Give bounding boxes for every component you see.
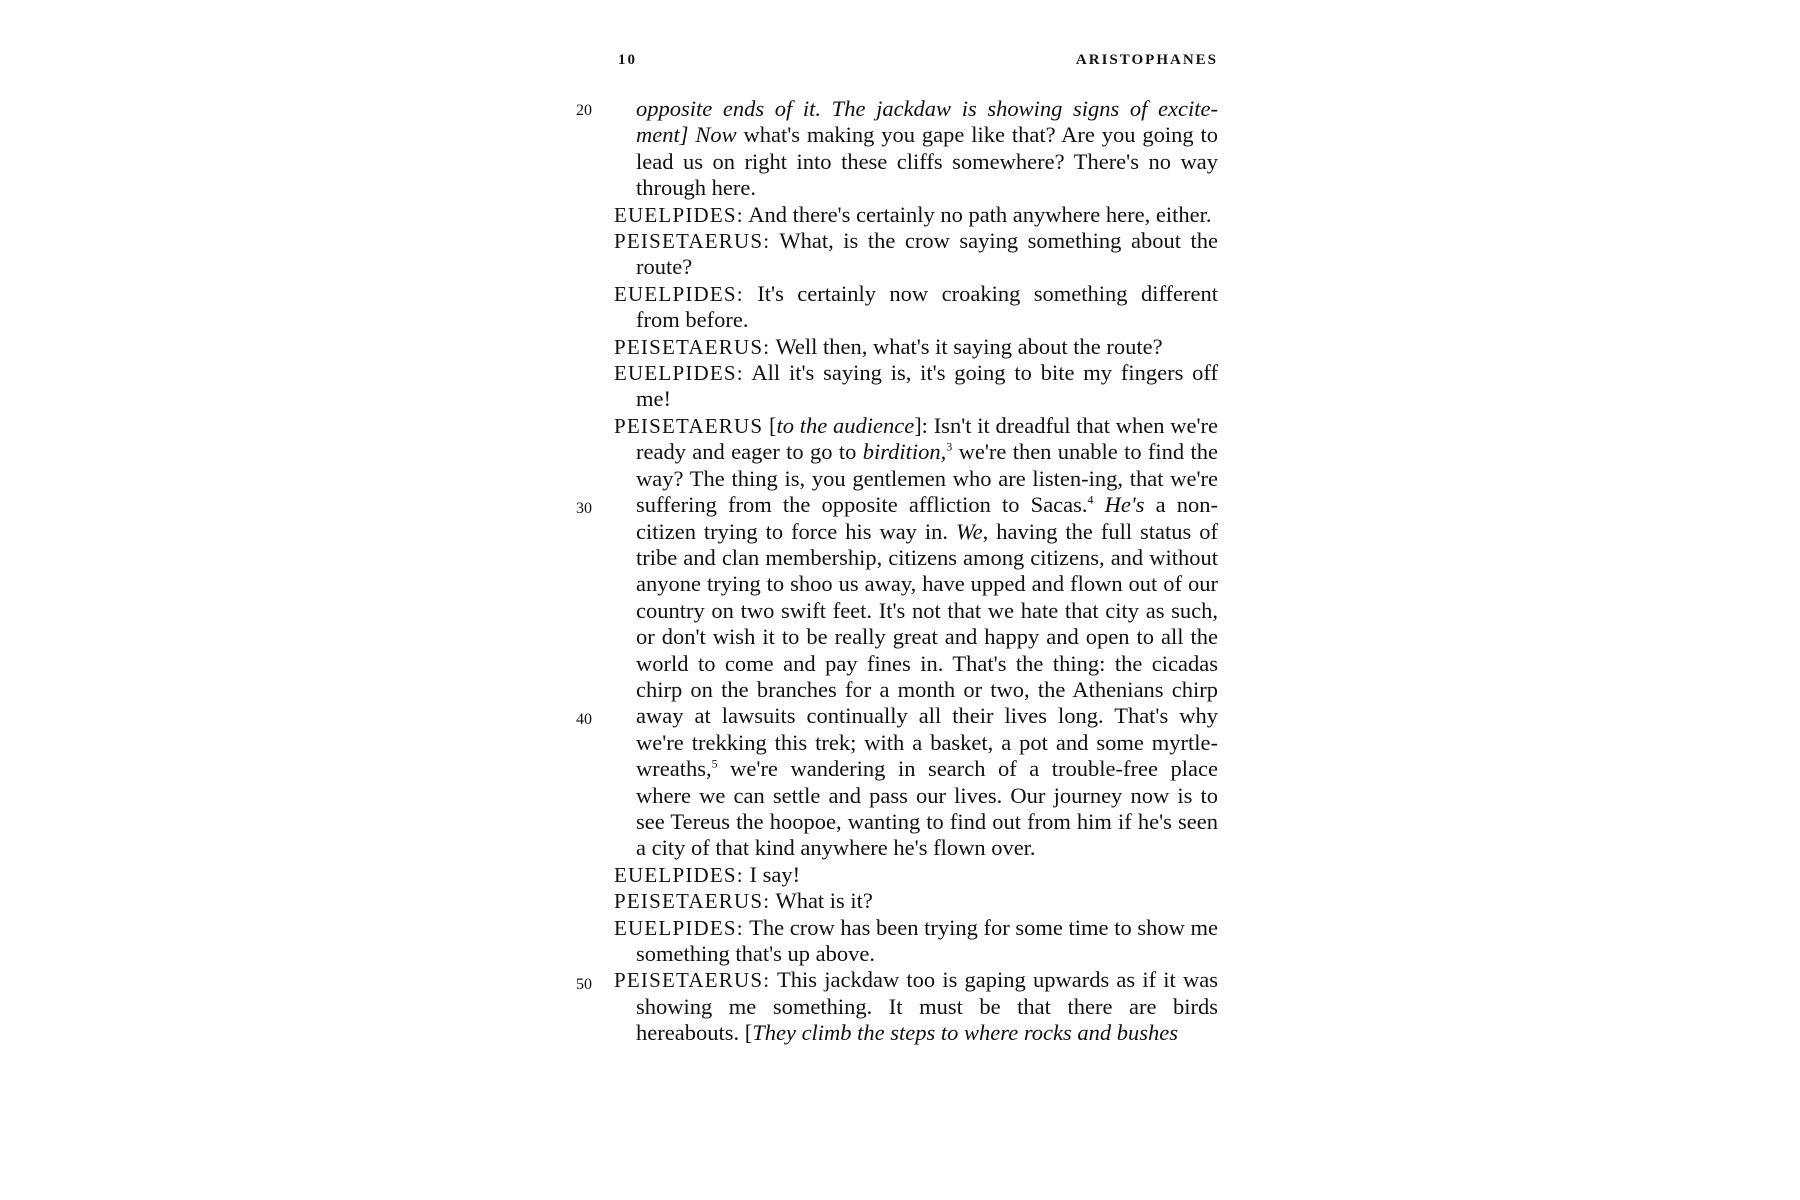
speech-text: What, is the crow saying something about the route? — [636, 228, 1218, 280]
speech-euelpides — [614, 915, 1218, 968]
speech-text: This jackdaw too is gaping upwards as if it was showing me something. It must be that there are birds hereabouts. [ — [636, 967, 1218, 1046]
line-number-40: 40 — [576, 711, 592, 728]
footnote-ref-4: 4 — [1087, 492, 1094, 507]
footnote-ref-5: 5 — [711, 756, 718, 771]
speech-text: The crow has been trying for some time to show me something that's up above. — [636, 914, 1218, 966]
running-head-author: ARISTOPHANES — [1075, 52, 1218, 68]
speech-text: , having the full status of tribe and clan membership, citizens among citizens, and without anyone trying to shoo us away, have upped and flown out of our country on two swift feet. It's not that we hate that city as such, or don't wish it to be really great and happy and open to all the world to come and pay fines in. That's the thing: the cicadas chirp on the branches for a month or two, the Athenians chirp away at lawsuits continually all their lives long. That's why we're trekking this trek; with a basket, a pot and some myrtle-wreaths, — [636, 518, 1218, 782]
speaker-name: EUELPIDES: — [614, 202, 744, 227]
speaker-name: PEISETAERUS — [614, 413, 764, 438]
speaker-name: PEISETAERUS: — [614, 229, 771, 254]
emphasis-we: We — [955, 518, 983, 544]
speech-text: It's certainly now croaking something different from before. — [636, 280, 1218, 333]
play-text — [614, 96, 1218, 1047]
speech-euelpides — [614, 281, 1218, 334]
speech-text: All it's saying is, it's going to bite my fingers off me! — [636, 360, 1218, 412]
speaker-name: PEISETAERUS: — [614, 968, 771, 993]
stage-direction: opposite ends of it. The jackdaw is showing signs of excite-ment] — [636, 96, 1218, 148]
speaker-name: EUELPIDES: — [614, 361, 744, 386]
speaker-name: EUELPIDES: — [614, 862, 744, 887]
speech-text: And there's certainly no path anywhere here, either. — [743, 201, 1212, 227]
line-number-50: 50 — [576, 976, 592, 993]
speech-text: What is it? — [770, 888, 873, 914]
page-number: 10 — [618, 52, 637, 68]
line-number-20: 20 — [576, 102, 592, 119]
speech-text: we're wandering in search of a trouble-free place where we can settle and pass our lives. Our journey now is to see Tereus the hoopoe, wanting to find out from him if he's seen a city of that kind anywhere he's flown over. — [636, 756, 1218, 861]
speech-peisetaerus — [614, 888, 1218, 914]
speech-peisetaerus-long — [614, 413, 1218, 862]
emphasis-birdition: birdition, — [862, 439, 947, 465]
line-number-30: 30 — [576, 500, 592, 517]
speaker-name: EUELPIDES: — [614, 915, 744, 940]
stage-direction: to the audience — [776, 412, 915, 438]
speech-text: a non-citizen trying to force his way in. — [636, 492, 1218, 544]
speaker-name: PEISETAERUS: — [614, 334, 771, 359]
speech-peisetaerus — [614, 334, 1218, 360]
speaker-name: EUELPIDES: — [614, 281, 744, 306]
speech-euelpides — [614, 862, 1218, 888]
speech-euelpides — [614, 360, 1218, 413]
stage-direction: They climb the steps to where rocks and bushes — [752, 1020, 1178, 1046]
dialogue-text: what's making you gape like that? Are you going to lead us on right into these cliffs somewhere? There's no way through here. — [636, 122, 1219, 201]
speech-text: I say! — [743, 861, 801, 887]
speech-peisetaerus — [614, 967, 1218, 1046]
speech-text: [ — [763, 412, 777, 438]
speech-text: Well then, what's it saying about the route? — [770, 333, 1163, 359]
emphasis-now: Now — [688, 122, 737, 148]
speech-text: ]: Isn't it dreadful that when we're ready and eager to go to — [636, 412, 1218, 465]
stage-direction-paragraph — [614, 96, 1218, 202]
speech-peisetaerus — [614, 228, 1218, 281]
emphasis-hes: He's — [1104, 492, 1145, 518]
speaker-name: PEISETAERUS: — [614, 889, 771, 914]
speech-text: we're then unable to find the way? The thing is, you gentlemen who are listen-ing, that we're suffering from the opposite affliction to Sacas. — [636, 439, 1218, 518]
speech-euelpides — [614, 202, 1218, 228]
footnote-ref-3: 3 — [946, 439, 953, 454]
